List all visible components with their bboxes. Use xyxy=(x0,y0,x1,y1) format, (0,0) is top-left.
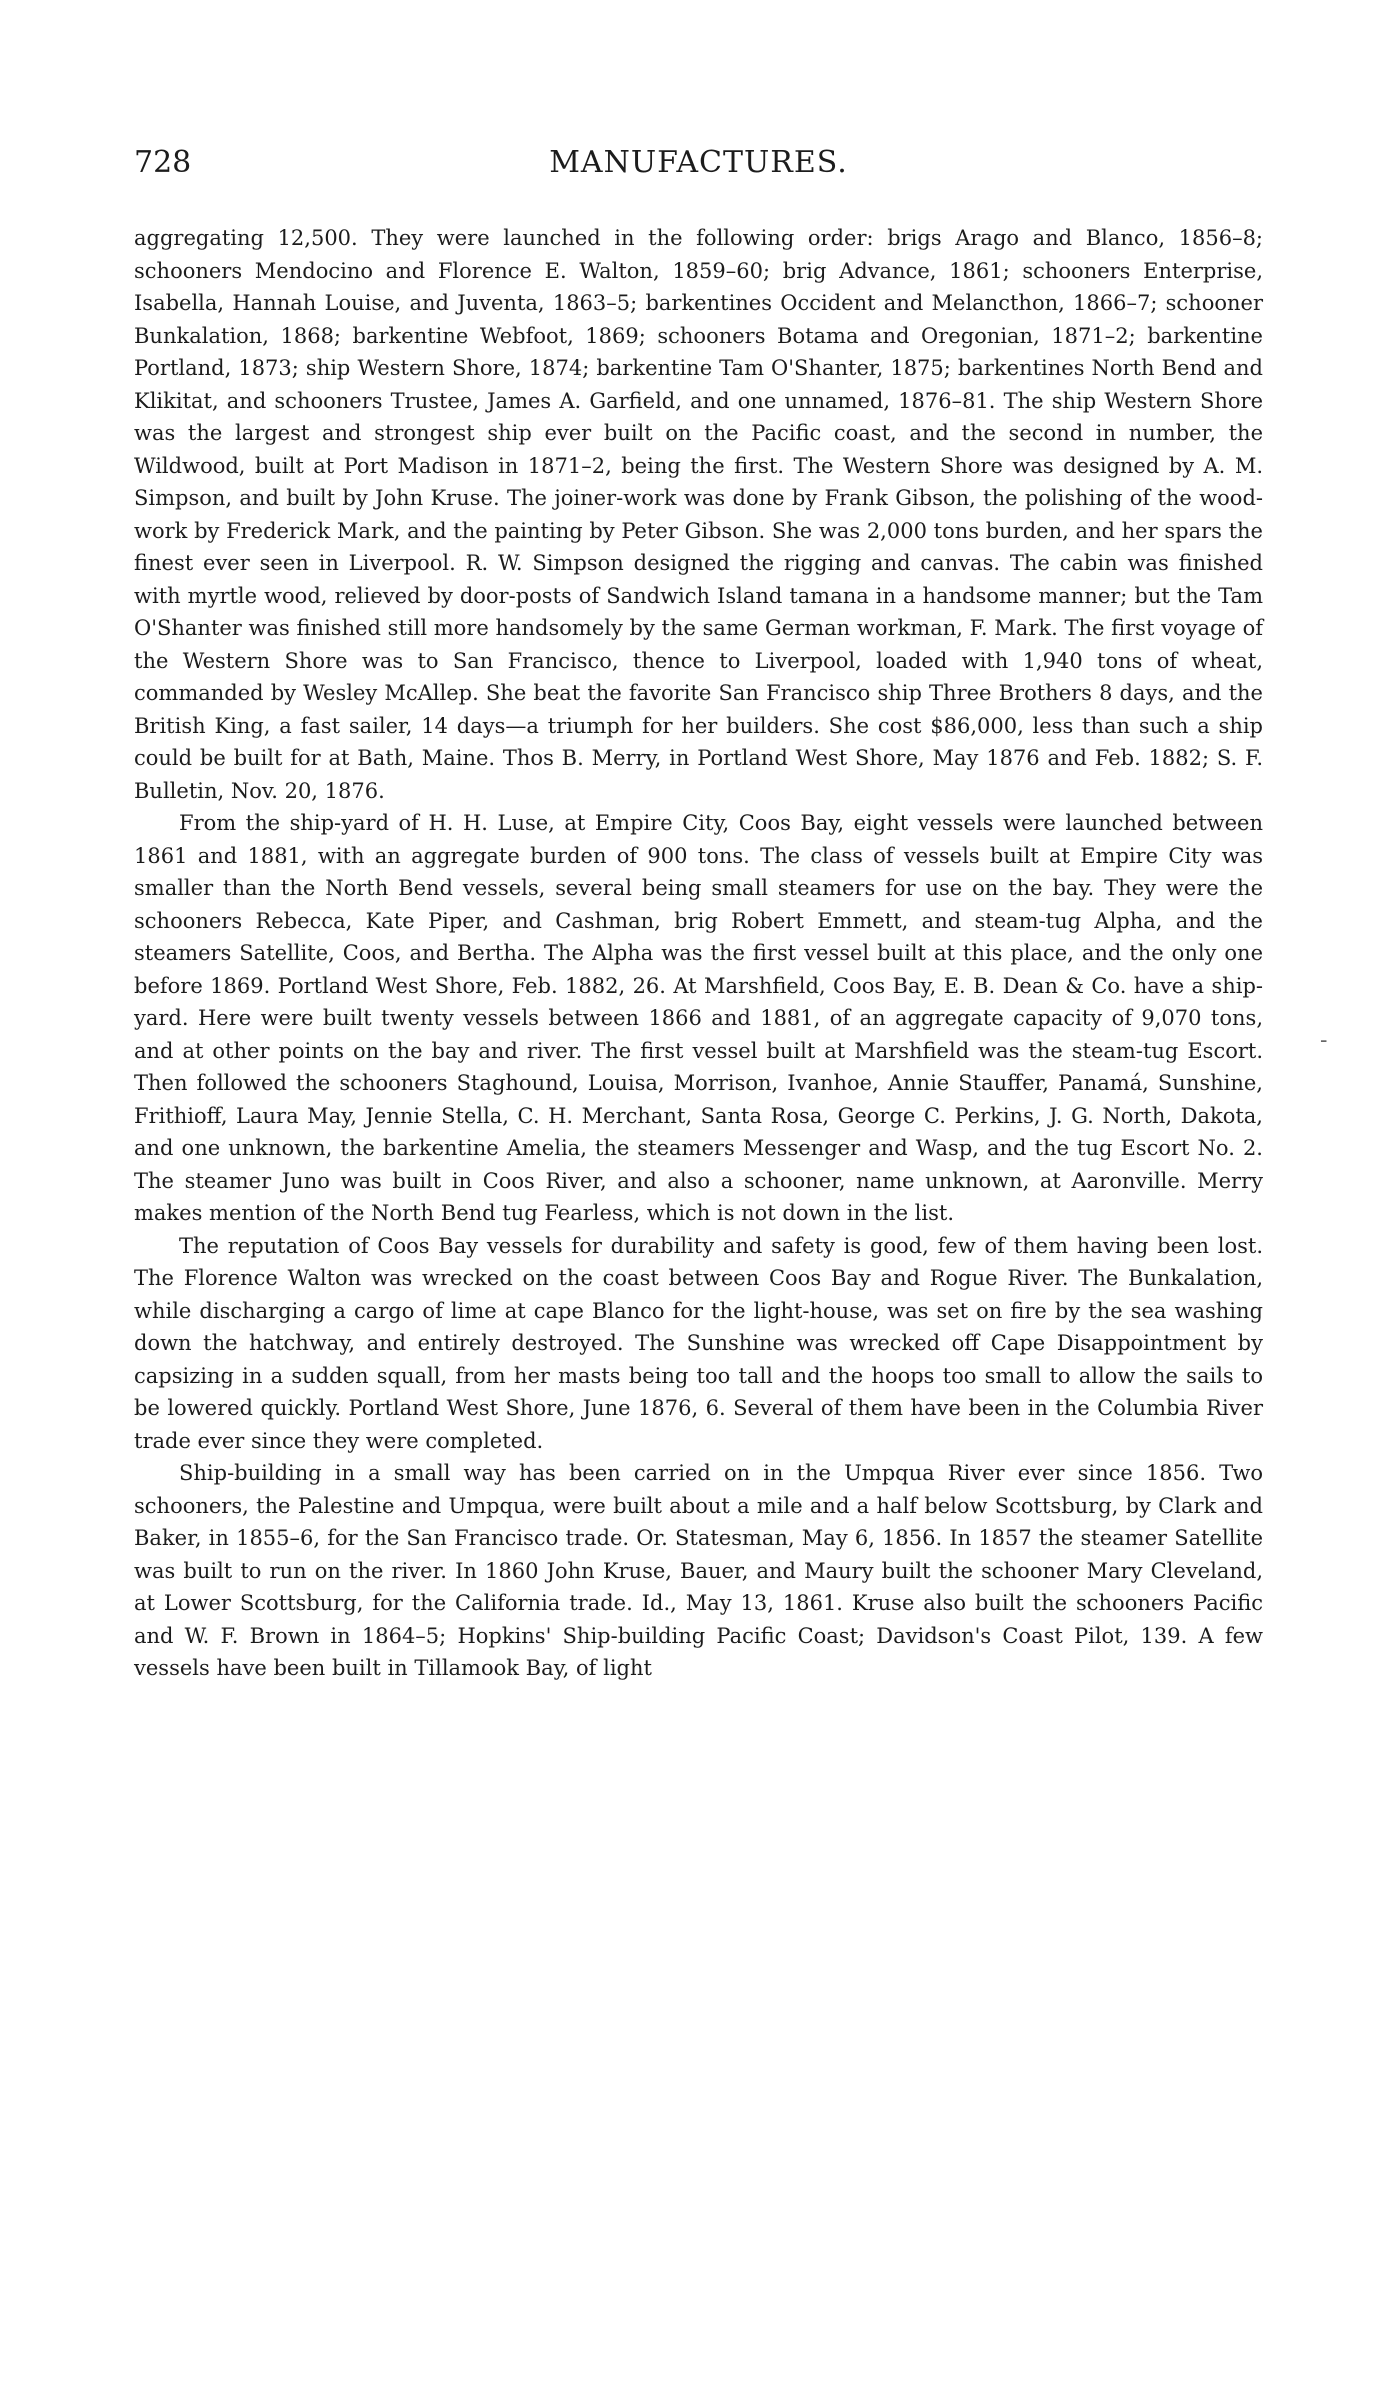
paragraph-umpqua-river: Ship-building in a small way has been carried on in the Umpqua River ever since 1856. Two schooners, the Palestine and Umpqua, were built about a mile and a half below Scottsburg, by Clark and Baker, in 1855–6, for the San Francisco trade. Or. Statesman, May 6, 1856. In 1857 the steamer Satellite was built to run on the river. In 1860 John Kruse, Bauer, and Maury built the schooner Mary Cleveland, at Lower Scottsburg, for the California trade. Id., May 13, 1861. Kruse also built the schooners Pacific and W. F. Brown in 1864–5; Hopkins' Ship-building Pacific Coast; Davidson's Coast Pilot, 139. A few vessels have been built in Tillamook Bay, of light xyxy=(134,1461,1263,1680)
page-header xyxy=(134,138,1263,188)
margin-mark: - xyxy=(1320,1028,1328,1053)
paragraph-empire-city: From the ship-yard of H. H. Luse, at Empire City, Coos Bay, eight vessels were launched between 1861 and 1881, with an aggregate burden of 900 tons. The class of vessels built at Empire City was smaller than the North Bend vessels, several being small steamers for use on the bay. They were the schooners Rebecca, Kate Piper, and Cashman, brig Robert Emmett, and steam-tug Alpha, and the steamers Satellite, Coos, and Bertha. The Alpha was the first vessel built at this place, and the only one before 1869. Portland West Shore, Feb. 1882, 26. At Marshfield, Coos Bay, E. B. Dean & Co. have a ship-yard. Here were built twenty vessels between 1866 and 1881, of an aggregate capacity of 9,070 tons, and at other points on the bay and river. The first vessel built at Marshfield was the steam-tug Escort. Then followed the schooners Staghound, Louisa, Morrison, Ivanhoe, Annie Stauffer, Panamá, Sunshine, Frithioff, Laura May, Jennie Stella, C. H. Merchant, Santa Rosa, George C. Perkins, J. G. North, Dakota, and one unknown, the barkentine Amelia, the steamers Messenger and Wasp, and the tug Escort No. 2. The steamer Juno was built in Coos River, and also a schooner, name unknown, at Aaronville. Merry makes mention of the North Bend tug Fearless, which is not down in the list. xyxy=(134,811,1263,1225)
paragraph-western-shore: aggregating 12,500. They were launched in the following order: brigs Arago and Blanco, 1856–8; schooners Mendocino and Florence E. Walton, 1859–60; brig Advance, 1861; schooners Enterprise, Isabella, Hannah Louise, and Juventa, 1863–5; barkentines Occident and Melancthon, 1866–7; schooner Bunkalation, 1868; barkentine Webfoot, 1869; schooners Botama and Oregonian, 1871–2; barkentine Portland, 1873; ship Western Shore, 1874; barkentine Tam O'Shanter, 1875; barkentines North Bend and Klikitat, and schooners Trustee, James A. Garfield, and one unnamed, 1876–81. The ship Western Shore was the largest and strongest ship ever built on the Pacific coast, and the second in number, the Wildwood, built at Port Madison in 1871–2, being the first. The Western Shore was designed by A. M. Simpson, and built by John Kruse. The joiner-work was done by Frank Gibson, the polishing of the wood-work by Frederick Mark, and the painting by Peter Gibson. She was 2,000 tons burden, and her spars the finest ever seen in Liverpool. R. W. Simpson designed the rigging and canvas. The cabin was finished with myrtle wood, relieved by door-posts of Sandwich Island tamana in a handsome manner; but the Tam O'Shanter was finished still more handsomely by the same German workman, F. Mark. The first voyage of the Western Shore was to San Francisco, thence to Liverpool, loaded with 1,940 tons of wheat, commanded by Wesley McAllep. She beat the favorite San Francisco ship Three Brothers 8 days, and the British King, a fast sailer, 14 days—a triumph for her builders. She cost $86,000, less than such a ship could be built for at Bath, Maine. Thos B. Merry, in Portland West Shore, May 1876 and Feb. 1882; S. F. Bulletin, Nov. 20, 1876. xyxy=(134,226,1263,803)
body-text xyxy=(134,222,1263,1685)
paragraph-coos-bay-reputation: The reputation of Coos Bay vessels for durability and safety is good, few of them having been lost. The Florence Walton was wrecked on the coast between Coos Bay and Rogue River. The Bunkalation, while discharging a cargo of lime at cape Blanco for the light-house, was set on fire by the sea washing down the hatchway, and entirely destroyed. The Sunshine was wrecked off Cape Disappointment by capsizing in a sudden squall, from her masts being too tall and the hoops too small to allow the sails to be lowered quickly. Portland West Shore, June 1876, 6. Several of them have been in the Columbia River trade ever since they were completed. xyxy=(134,1233,1263,1453)
page-number: 728 xyxy=(134,145,192,180)
running-title: MANUFACTURES. xyxy=(549,145,848,180)
